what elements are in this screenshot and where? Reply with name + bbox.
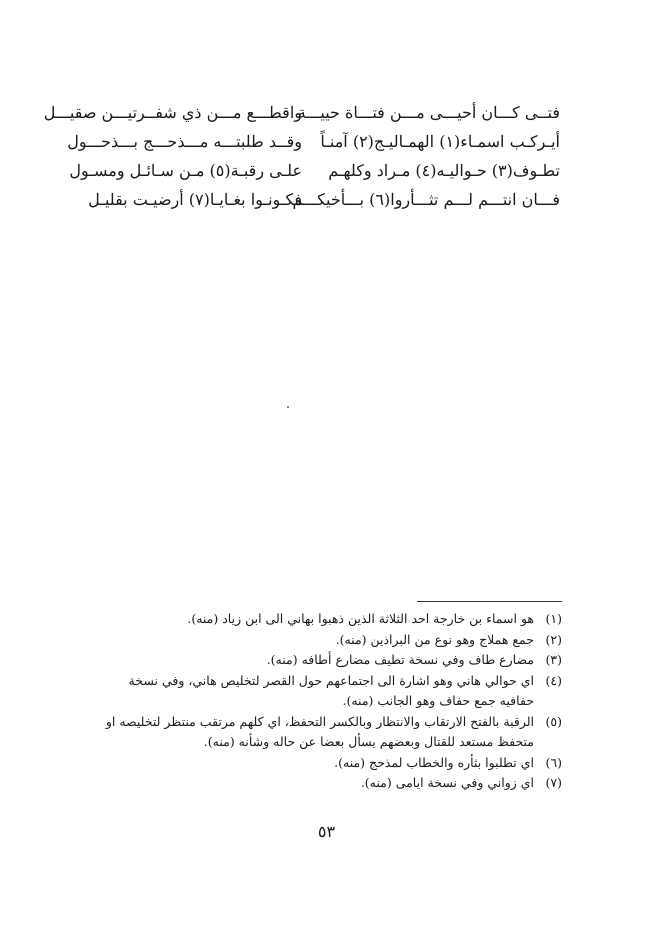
footnote (92, 650, 562, 671)
footnote (92, 630, 562, 651)
stray-dot-mark (287, 406, 289, 408)
footnote-number: (٣) (545, 652, 562, 667)
footnote-text: هو اسماء بن خارجة احد الثلاثة الذين ذهبوا بهاني الى ابن زياد (منه). (187, 611, 534, 626)
verse-first-hemistich: تطـوف(٣) حـواليـه(٤) مـراد وكلهـم (328, 161, 560, 180)
footnote-text: اي زواني وفي نسخة ايامى (منه). (360, 775, 534, 790)
verse-second-hemistich: وقــد طلبتـــه مـــذحـــج بـــذحـــول (67, 132, 302, 151)
footnote (92, 671, 562, 712)
page-number: ٥٣ (317, 822, 336, 841)
verse-line (88, 185, 560, 214)
footnote-text: مضارع طاف وفي نسخة تطيف مضارع أطافه (منه). (266, 652, 534, 667)
verse-first-hemistich: فتــى كـــان أحيـــى مـــن فتـــاة حييـــة (297, 103, 560, 122)
footnote-number: (٥) (545, 713, 562, 729)
footnote (92, 753, 562, 774)
verse-second-hemistich: واقطـــع مـــن ذي شفــرتيـــن صقيـــل (43, 103, 302, 122)
footnote-text: جمع هملاج وهو نوع من البراذين (منه). (335, 631, 534, 647)
footnote-number: (٤) (545, 672, 562, 688)
footnote-text: اي حوالي هاني وهو اشارة الى اجتماعهم حول القصر لتخليص هاني، وفي نسخة حفافيه جمع حفاف وهو الجانب (منه). (128, 672, 534, 708)
footnote-text: اي تطلبوا بثأره والخطاب لمذحج (منه). (334, 754, 534, 770)
footnote-number: (١) (545, 611, 562, 626)
footnote (92, 712, 562, 753)
footnote-separator-rule (417, 601, 562, 602)
footnotes-block (92, 609, 562, 794)
footnote-number: (٢) (545, 631, 562, 647)
footnote (92, 609, 562, 630)
verse-line (67, 127, 560, 156)
footnote (92, 773, 562, 794)
poem-block (43, 98, 560, 214)
footnote-number: (٧) (545, 775, 562, 790)
verse-second-hemistich: علـى رقبـة(٥) مـن سـائـل ومسـول (69, 161, 302, 180)
footnote-text: الرقبة بالفتح الارتقاب والانتظار وبالكسر التحفظ، اي كلهم مرتقب منتظر لتخليصه او متحفظ مستعد للقتال وبعضهم يسأل بعضا عن حاله وشأنه (منه). (105, 713, 534, 749)
verse-second-hemistich: فكـونـوا بغـايـا(٧) أرضيـت بقليـل (88, 190, 302, 209)
verse-first-hemistich: أيـركـب اسمـاء(١) الهمـاليـج(٢) آمنـاً (320, 132, 560, 151)
verse-line (43, 98, 560, 127)
footnote-number: (٦) (545, 754, 562, 770)
verse-line (69, 156, 560, 185)
verse-first-hemistich: فـــان انتـــم لـــم تثـــأروا(٦) بـــأخيكـــم (292, 190, 560, 209)
